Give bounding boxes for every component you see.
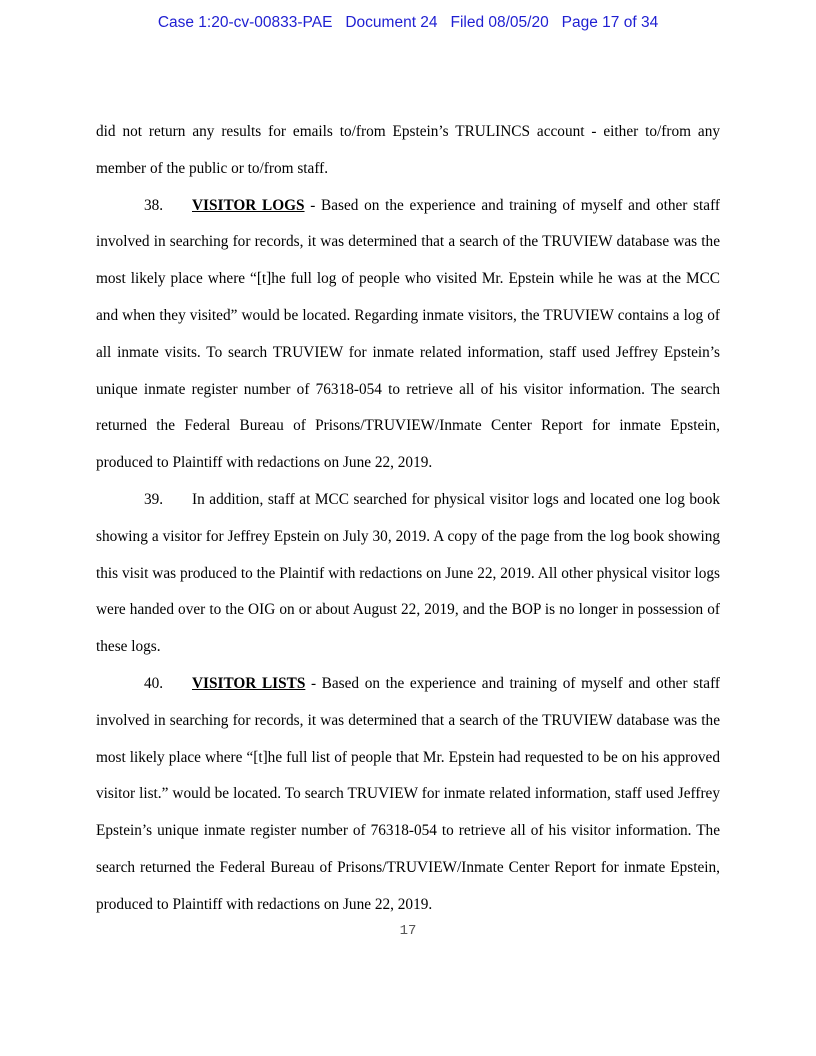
document-body (96, 114, 720, 924)
filed-date: Filed 08/05/20 (450, 14, 549, 31)
paragraph-text: - Based on the experience and training of myself and other staff involved in searching for records, it was determined that a search of the TRUVIEW database was the most likely place where “[t]he full list of people that Mr. Epstein had requested to be on his approved visitor list.” would be located. To search TRUVIEW for inmate related information, staff used Jeffrey Epstein’s unique inmate register number of 76318-054 to retrieve all of his visitor information. The search returned the Federal Bureau of Prisons/TRUVIEW/Inmate Center Report for inmate Epstein, produced to Plaintiff with redactions on June 22, 2019. (96, 674, 721, 913)
page-indicator: Page 17 of 34 (561, 14, 659, 31)
paragraph-40 (96, 666, 720, 924)
paragraph-continuation: did not return any results for emails to/from Epstein’s TRULINCS account - either to/from any member of the public or to/from staff. (96, 123, 720, 177)
paragraph-39 (96, 482, 720, 666)
paragraph-number: 40. (144, 674, 164, 692)
section-heading-visitor-logs: VISITOR LOGS (192, 196, 305, 214)
section-heading-visitor-lists: VISITOR LISTS (192, 674, 306, 692)
paragraph-text: In addition, staff at MCC searched for physical visitor logs and located one log book showing a visitor for Jeffrey Epstein on July 30, 2019. A copy of the page from the log book showing this visit was produced to the Plaintif with redactions on June 22, 2019. All other physical visitor logs were handed over to the OIG on or about August 22, 2019, and the BOP is no longer in possession of these logs. (96, 490, 720, 656)
paragraph-38 (96, 188, 720, 482)
page-number: 17 (399, 923, 417, 939)
document-number: Document 24 (345, 14, 438, 31)
case-number: Case 1:20-cv-00833-PAE (157, 14, 333, 31)
paragraph-number: 38. (144, 196, 164, 214)
case-header (0, 14, 816, 32)
paragraph-text: - Based on the experience and training of myself and other staff involved in searching for records, it was determined that a search of the TRUVIEW database was the most likely place where “[t]he full log of people who visited Mr. Epstein while he was at the MCC and when they visited” would be located. Regarding inmate visitors, the TRUVIEW contains a log of all inmate visits. To search TRUVIEW for inmate related information, staff used Jeffrey Epstein’s unique inmate register number of 76318-054 to retrieve all of his visitor information. The search returned the Federal Bureau of Prisons/TRUVIEW/Inmate Center Report for inmate Epstein, produced to Plaintiff with redactions on June 22, 2019. (96, 196, 720, 472)
paragraph-number: 39. (144, 490, 164, 508)
